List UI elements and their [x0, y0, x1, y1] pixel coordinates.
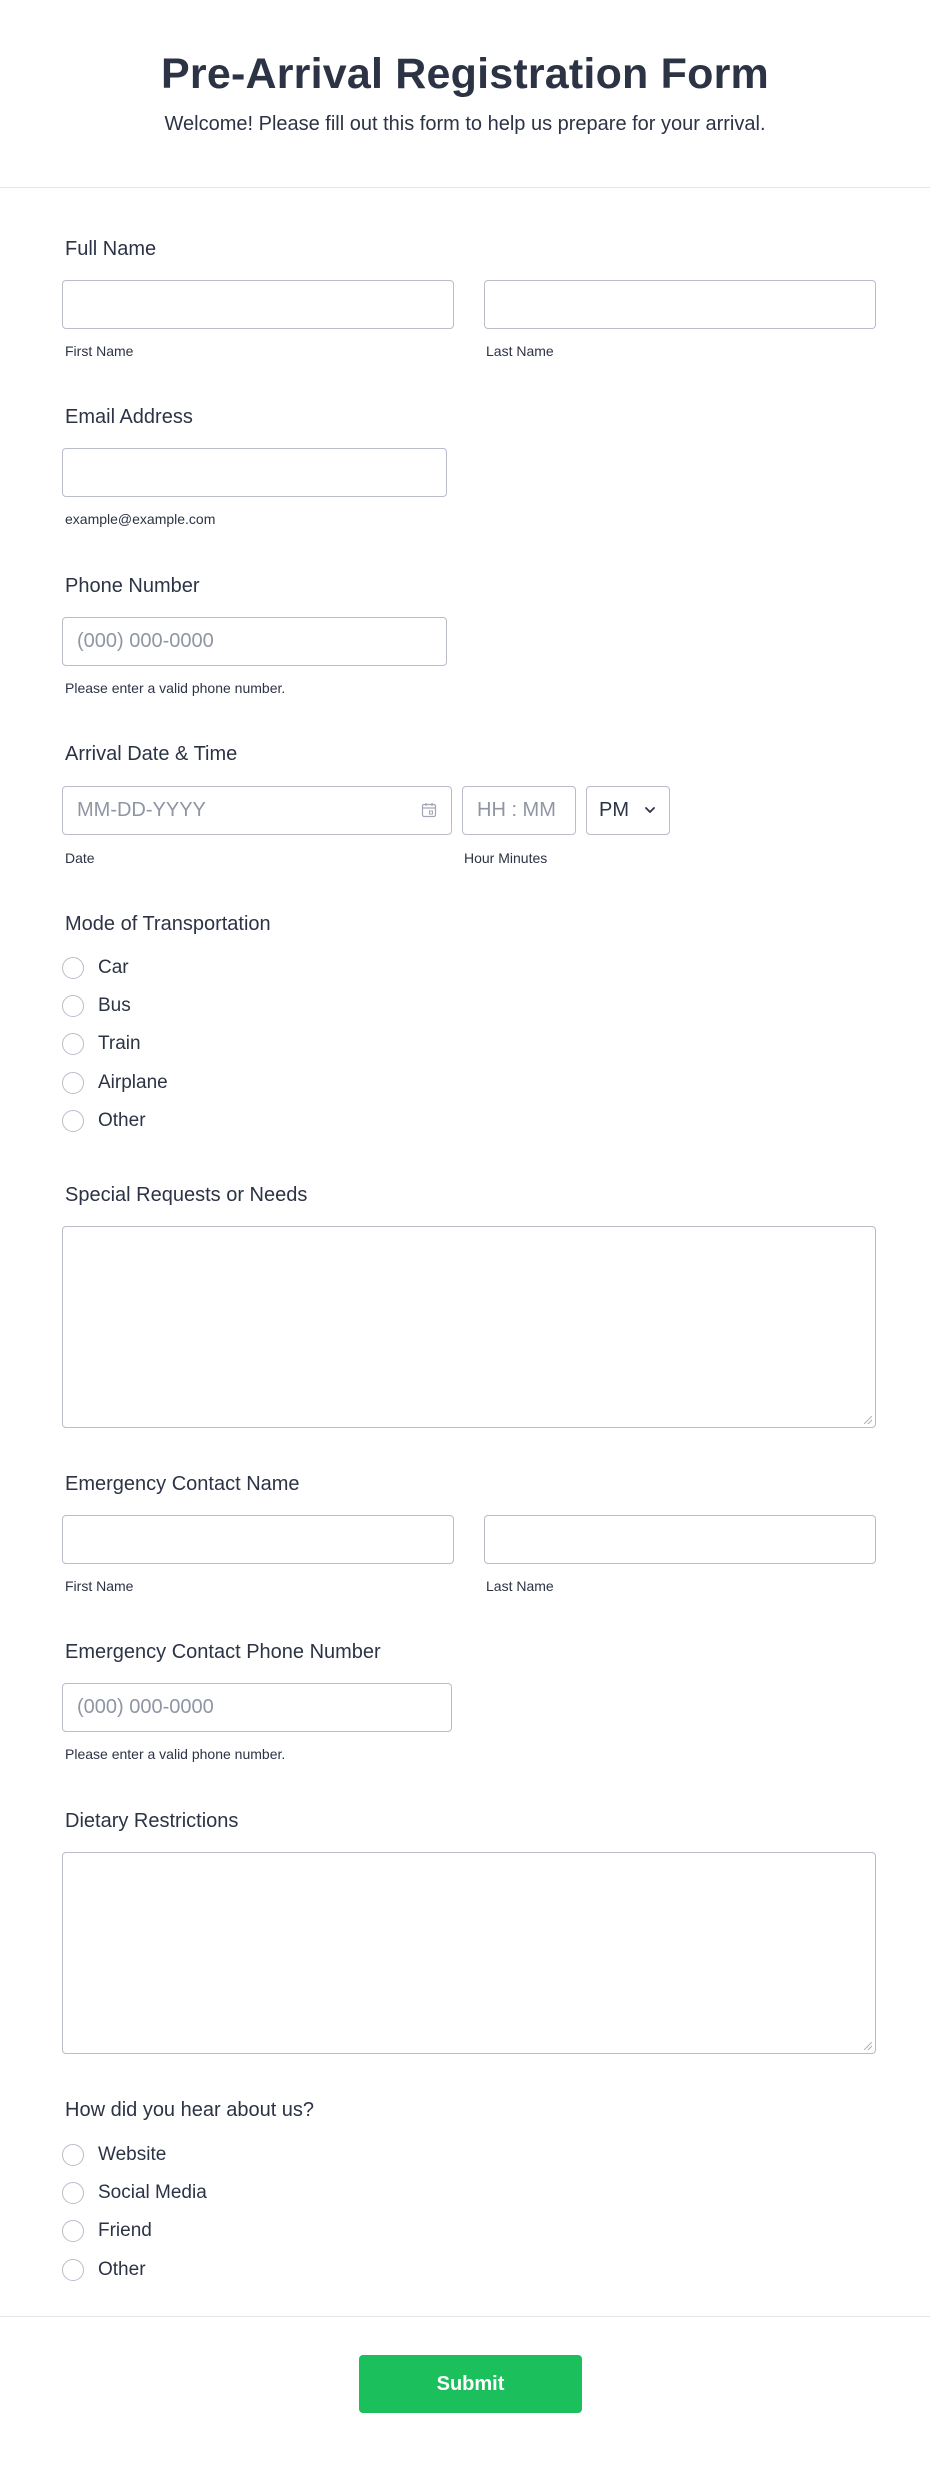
- radio-option-social-media[interactable]: [62, 2180, 207, 2206]
- email-sublabel: example@example.com: [65, 511, 216, 527]
- special-requests-textarea[interactable]: [62, 1226, 876, 1428]
- footer-divider: [0, 2316, 930, 2317]
- time-sublabel: Hour Minutes: [464, 850, 548, 866]
- date-sublabel: Date: [65, 850, 95, 866]
- radio-option-bus[interactable]: [62, 993, 131, 1019]
- chevron-down-icon: [643, 803, 657, 817]
- radio-button[interactable]: [62, 2259, 84, 2281]
- radio-label: Bus: [98, 995, 131, 1016]
- time-input[interactable]: HH : MM: [462, 786, 576, 835]
- radio-button[interactable]: [62, 2144, 84, 2166]
- radio-option-train[interactable]: [62, 1031, 141, 1057]
- date-placeholder: MM-DD-YYYY: [77, 799, 206, 821]
- submit-button[interactable]: Submit: [359, 2355, 582, 2413]
- radio-label: Other: [98, 1110, 146, 1131]
- radio-label: Car: [98, 957, 129, 978]
- phone-label: Phone Number: [65, 575, 200, 597]
- radio-option-friend[interactable]: [62, 2218, 152, 2244]
- radio-option-other-referral[interactable]: [62, 2257, 146, 2283]
- phone-input[interactable]: (000) 000-0000: [62, 617, 447, 666]
- emergency-last-name-sublabel: Last Name: [486, 1578, 554, 1594]
- resize-grip-icon[interactable]: [864, 2042, 872, 2050]
- full-name-label: Full Name: [65, 238, 157, 260]
- radio-option-other[interactable]: [62, 1108, 146, 1134]
- emergency-last-name-input[interactable]: [484, 1515, 876, 1564]
- radio-label: Social Media: [98, 2182, 207, 2203]
- first-name-input[interactable]: [62, 280, 454, 329]
- emergency-first-name-input[interactable]: [62, 1515, 454, 1564]
- radio-option-website[interactable]: [62, 2142, 166, 2168]
- resize-grip-icon[interactable]: [864, 1416, 872, 1424]
- radio-button[interactable]: [62, 1110, 84, 1132]
- emergency-phone-input[interactable]: (000) 000-0000: [62, 1683, 452, 1732]
- first-name-sublabel: First Name: [65, 343, 134, 359]
- email-input[interactable]: [62, 448, 447, 497]
- radio-label: Friend: [98, 2220, 152, 2241]
- emergency-name-label: Emergency Contact Name: [65, 1473, 300, 1495]
- form-header: [0, 0, 930, 188]
- radio-button[interactable]: [62, 995, 84, 1017]
- radio-button[interactable]: [62, 2220, 84, 2242]
- ampm-value: PM: [599, 799, 629, 821]
- dietary-label: Dietary Restrictions: [65, 1810, 239, 1832]
- special-requests-label: Special Requests or Needs: [65, 1184, 308, 1206]
- transportation-label: Mode of Transportation: [65, 913, 271, 935]
- calendar-icon[interactable]: [421, 802, 437, 818]
- phone-sublabel: Please enter a valid phone number.: [65, 680, 286, 696]
- radio-option-airplane[interactable]: [62, 1070, 168, 1096]
- radio-option-car[interactable]: [62, 955, 129, 981]
- radio-button[interactable]: [62, 2182, 84, 2204]
- form-subtitle: Welcome! Please fill out this form to help us prepare for your arrival.: [164, 113, 766, 135]
- referral-label: How did you hear about us?: [65, 2099, 315, 2121]
- ampm-select[interactable]: [586, 786, 670, 835]
- radio-button[interactable]: [62, 957, 84, 979]
- radio-button[interactable]: [62, 1072, 84, 1094]
- emergency-first-name-sublabel: First Name: [65, 1578, 134, 1594]
- last-name-sublabel: Last Name: [486, 343, 554, 359]
- radio-label: Train: [98, 1033, 141, 1054]
- form-title: Pre-Arrival Registration Form: [161, 50, 769, 98]
- radio-button[interactable]: [62, 1033, 84, 1055]
- emergency-phone-label: Emergency Contact Phone Number: [65, 1641, 381, 1663]
- last-name-input[interactable]: [484, 280, 876, 329]
- date-input[interactable]: [62, 786, 452, 835]
- radio-label: Other: [98, 2259, 146, 2280]
- emergency-phone-sublabel: Please enter a valid phone number.: [65, 1746, 286, 1762]
- arrival-label: Arrival Date & Time: [65, 743, 238, 765]
- email-label: Email Address: [65, 406, 193, 428]
- radio-label: Airplane: [98, 1072, 168, 1093]
- dietary-textarea[interactable]: [62, 1852, 876, 2054]
- radio-label: Website: [98, 2144, 167, 2165]
